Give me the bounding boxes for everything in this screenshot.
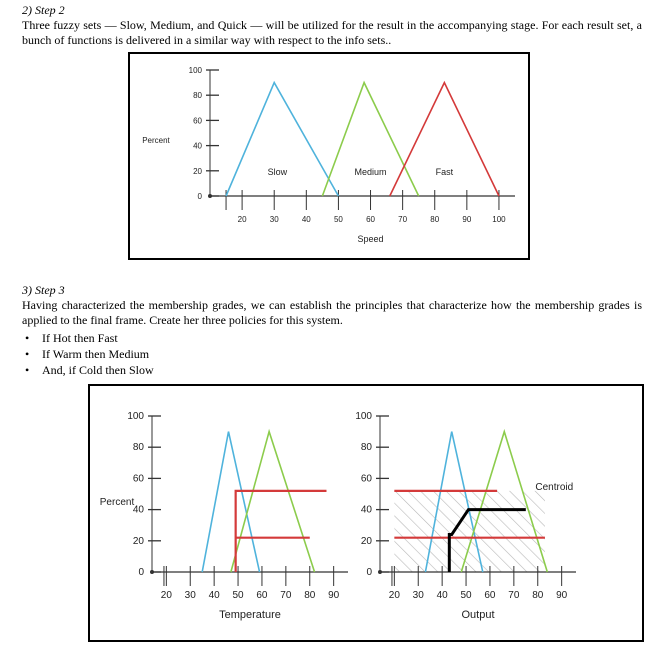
y-tick-label: 60 <box>193 116 202 126</box>
x-tick-label: 20 <box>388 590 400 601</box>
y-tick-label: 20 <box>132 535 144 547</box>
x-tick-label: 20 <box>237 215 247 224</box>
step3-paragraph: Having characterized the membership grades, we can establish the principles that characterize how the membership grades is applied to the final frame. Create her three policies for this system. <box>22 298 642 327</box>
x-axis-label: Temperature <box>219 609 281 621</box>
x-tick-label: 40 <box>301 215 311 224</box>
y-axis-label: Percent <box>99 497 135 508</box>
x-tick-label: 50 <box>232 590 244 601</box>
x-tick-label: 40 <box>208 590 220 601</box>
y-tick-label: 40 <box>132 504 144 516</box>
x-tick-label: 70 <box>398 215 408 224</box>
x-tick-label: 30 <box>184 590 196 601</box>
series-slow <box>226 83 338 196</box>
y-tick-label: 40 <box>193 141 202 151</box>
x-tick-label: 80 <box>532 590 544 601</box>
x-tick-label: 90 <box>328 590 340 601</box>
series-medium <box>322 83 418 196</box>
y-tick-label: 0 <box>366 567 372 578</box>
speed-membership-chart <box>130 54 528 258</box>
x-tick-label: 60 <box>256 590 268 601</box>
y-tick-label: 80 <box>193 91 202 101</box>
x-axis-label: Output <box>461 609 495 621</box>
y-tick-label: 0 <box>138 567 144 578</box>
speed-chart-frame <box>128 52 530 260</box>
x-tick-label: 90 <box>462 215 472 224</box>
x-tick-label: 30 <box>412 590 424 601</box>
step2-heading: 2) Step 2 <box>22 3 65 17</box>
y-tick-label: 20 <box>193 166 202 176</box>
x-axis-label: Speed <box>357 234 384 244</box>
x-tick-label: 90 <box>556 590 568 601</box>
series-label: Medium <box>354 166 387 177</box>
x-tick-label: 40 <box>436 590 448 601</box>
hatched-region <box>394 491 545 572</box>
y-axis-label: Percent <box>142 136 170 145</box>
x-tick-label: 30 <box>269 215 279 224</box>
rule-item: • And, if Cold then Slow <box>22 362 154 378</box>
temperature-membership-chart <box>90 386 366 640</box>
x-tick-label: 100 <box>492 215 506 224</box>
x-tick-label: 50 <box>333 215 343 224</box>
output-aggregation-chart <box>355 386 642 640</box>
series-line <box>202 432 259 572</box>
y-tick-label: 60 <box>132 473 144 485</box>
x-tick-label: 70 <box>280 590 292 601</box>
y-tick-label: 20 <box>360 535 372 547</box>
rule-item: • If Hot then Fast <box>22 330 154 346</box>
x-tick-label: 80 <box>430 215 440 224</box>
y-tick-label: 80 <box>360 442 372 454</box>
y-tick-label: 100 <box>188 66 202 75</box>
y-tick-label: 100 <box>355 411 372 422</box>
rule-item: • If Warm then Medium <box>22 346 154 362</box>
centroid-annotation: Centroid <box>535 482 574 494</box>
x-tick-label: 60 <box>484 590 496 601</box>
series-label: Fast <box>435 166 454 177</box>
step3-heading: 3) Step 3 <box>22 283 65 297</box>
y-tick-label: 80 <box>132 442 144 454</box>
y-tick-label: 40 <box>360 504 372 516</box>
x-tick-label: 80 <box>304 590 316 601</box>
step2-paragraph: Three fuzzy sets — Slow, Medium, and Quick — will be utilized for the result in the accompanying stage. For each result set, a bunch of functions is delivered in a similar way with respect to the info sets.. <box>22 18 642 47</box>
y-tick-label: 0 <box>197 192 202 201</box>
x-tick-label: 70 <box>508 590 520 601</box>
x-tick-label: 20 <box>160 590 172 601</box>
y-tick-label: 100 <box>127 411 144 422</box>
x-tick-label: 50 <box>460 590 472 601</box>
rules-list <box>22 330 154 378</box>
inference-figure-frame <box>88 384 644 642</box>
x-tick-label: 60 <box>366 215 375 224</box>
y-tick-label: 60 <box>360 473 372 485</box>
series-label: Slow <box>267 166 288 177</box>
series-fast <box>390 83 499 196</box>
